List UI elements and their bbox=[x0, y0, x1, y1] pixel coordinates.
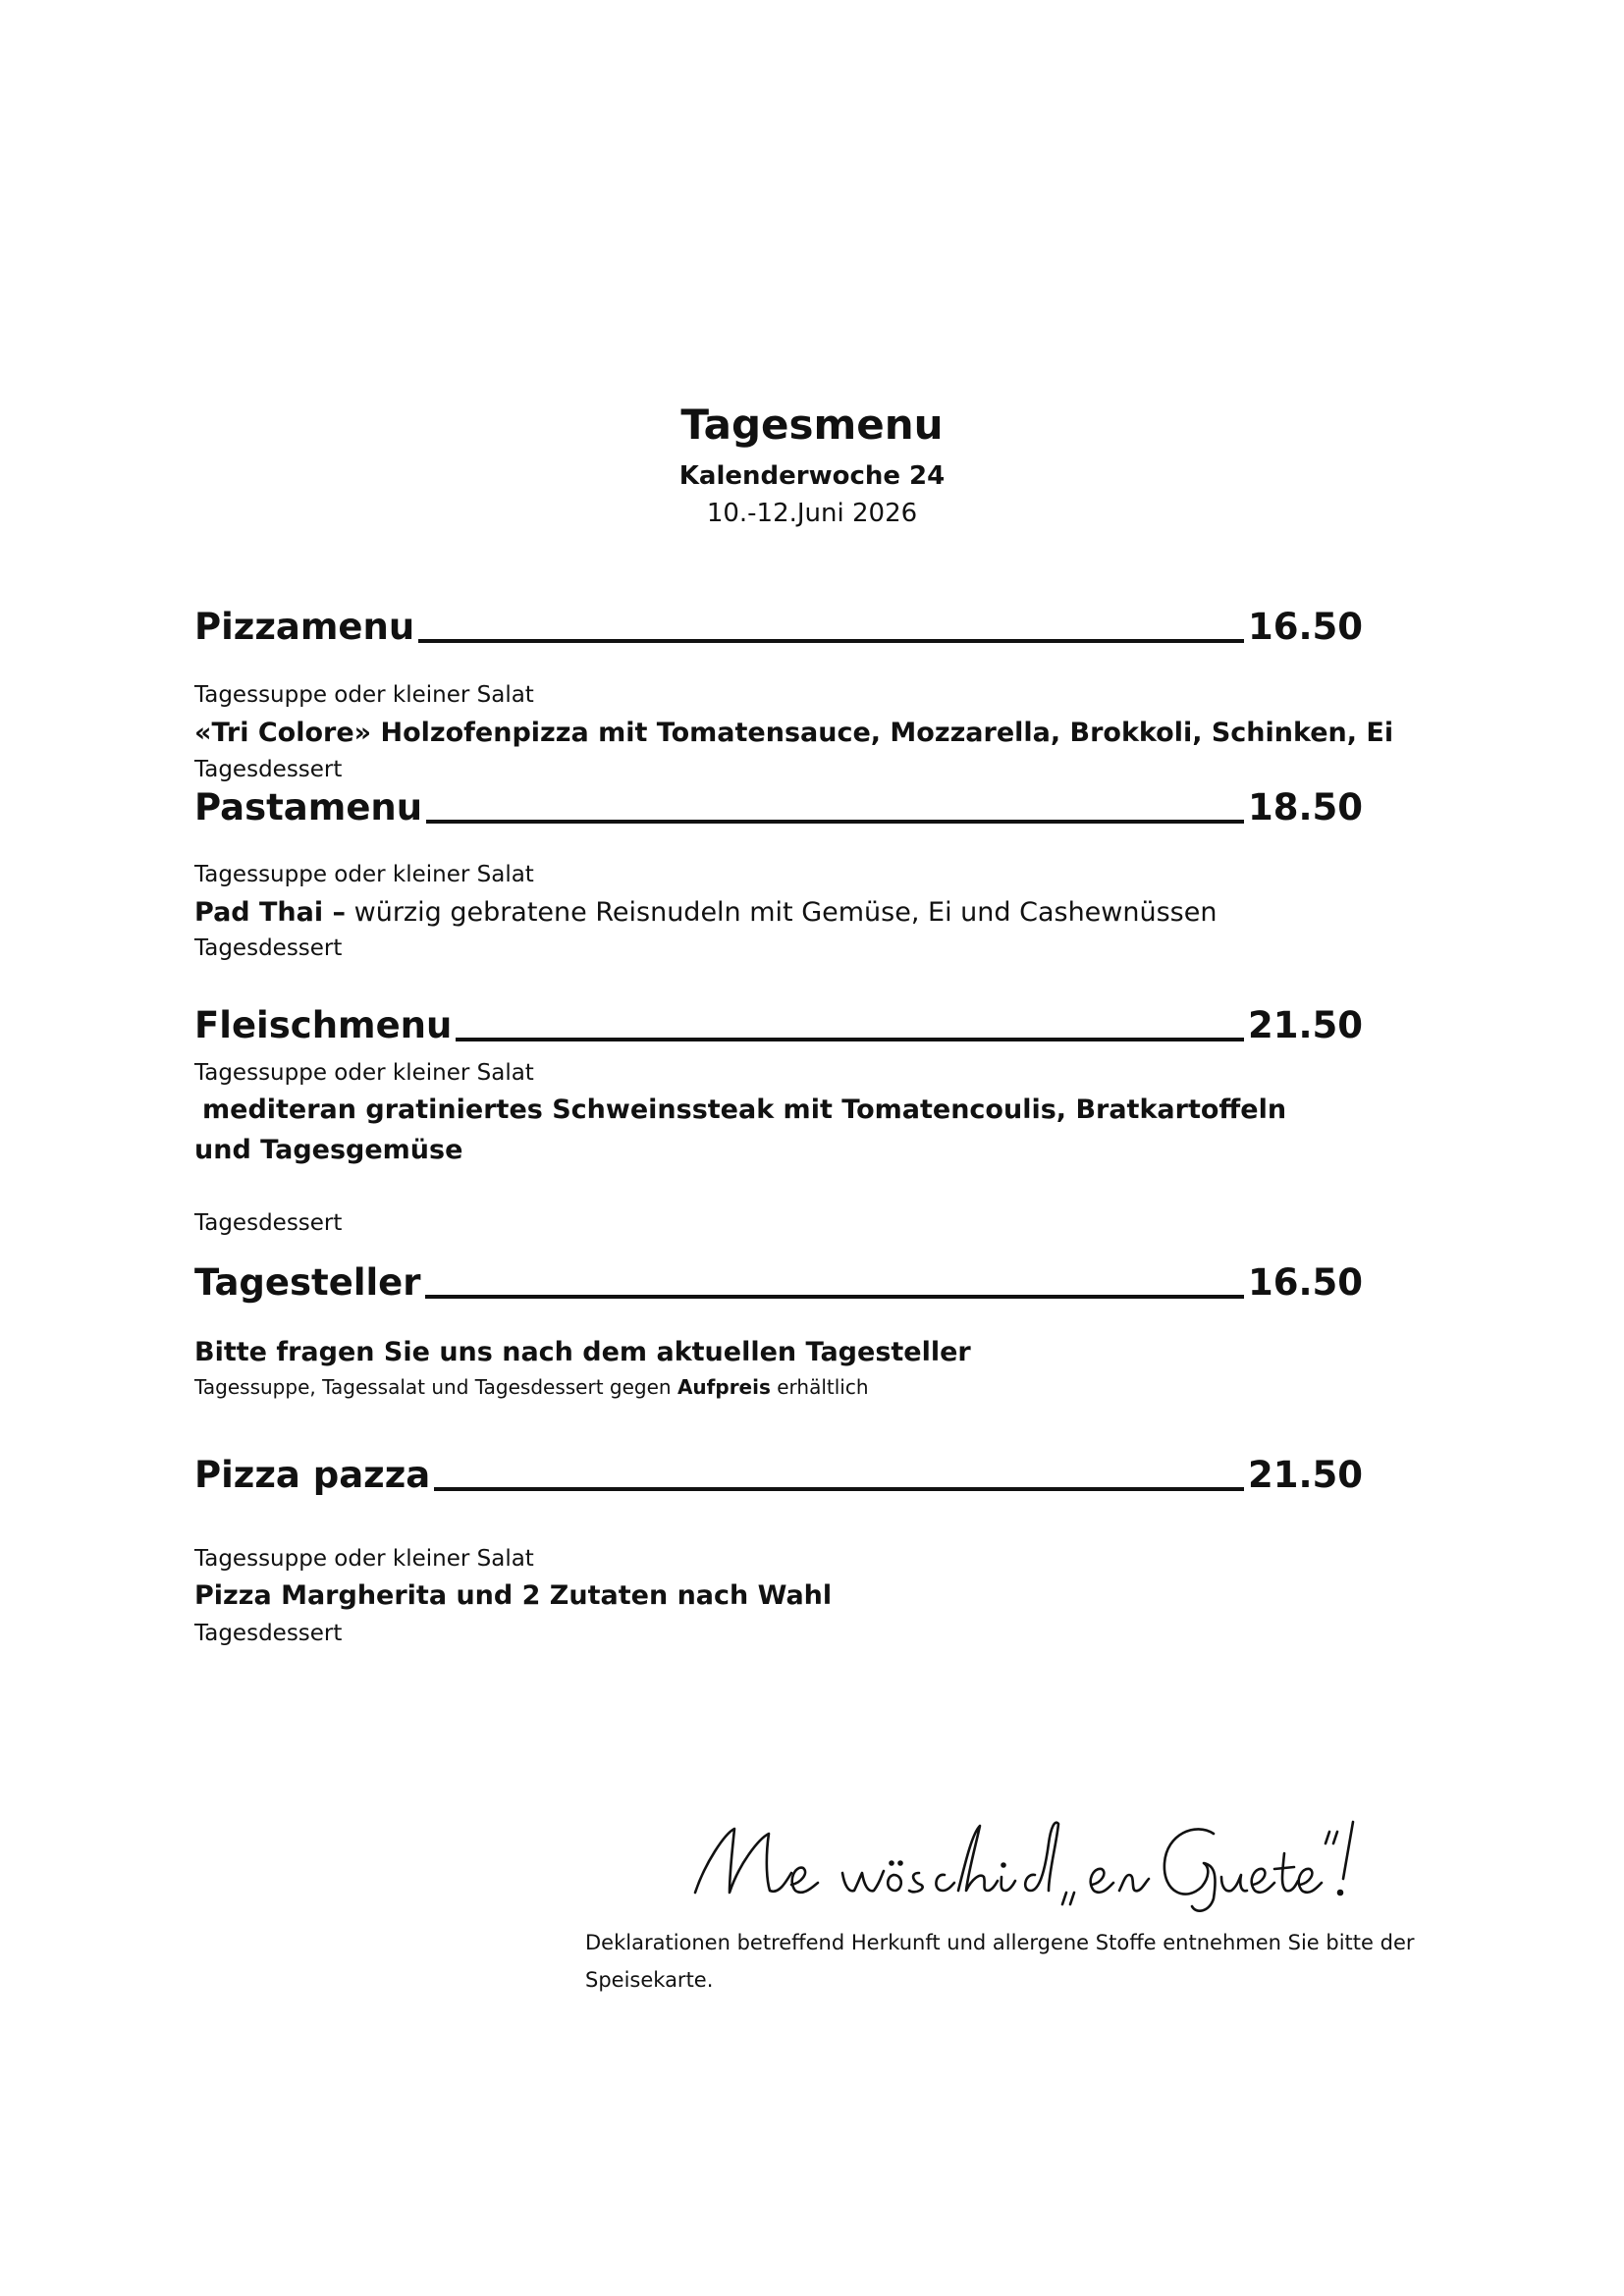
menu-price: 16.50 bbox=[1247, 606, 1363, 648]
leader-line bbox=[425, 1265, 1244, 1299]
menu-dessert: Tagesdessert bbox=[194, 757, 343, 782]
leader-line bbox=[456, 1008, 1244, 1041]
date-range: 10.-12.Juni 2026 bbox=[706, 499, 918, 528]
menu-name: Pizza pazza bbox=[194, 1454, 431, 1496]
leader-line bbox=[434, 1458, 1244, 1491]
menu-starter: Tagessuppe oder kleiner Salat bbox=[194, 1060, 534, 1086]
dish-description: würzig gebratene Reisnudeln mit Gemüse, Ei und Cashewnüssen bbox=[353, 897, 1218, 928]
menu-main-dish: «Tri Colore» Holzofenpizza mit Tomatensauce, Mozzarella, Brokkoli, Schinken, Ei bbox=[194, 718, 1394, 748]
menu-starter: Tagessuppe oder kleiner Salat bbox=[194, 1546, 534, 1572]
menu-price: 21.50 bbox=[1247, 1004, 1363, 1046]
menu-heading-pastamenu bbox=[194, 786, 1363, 828]
surcharge-suffix: erhältlich bbox=[777, 1375, 869, 1399]
menu-heading-tagesteller bbox=[194, 1261, 1363, 1304]
calendar-week: Kalenderwoche 24 bbox=[678, 461, 946, 491]
menu-starter: Tagessuppe oder kleiner Salat bbox=[194, 862, 534, 887]
menu-price: 21.50 bbox=[1247, 1454, 1363, 1496]
surcharge-text: Tagessuppe, Tagessalat und Tagesdessert gegen bbox=[194, 1375, 672, 1399]
allergen-note: Deklarationen betreffend Herkunft und allergene Stoffe entnehmen Sie bitte der Speisekarte. bbox=[585, 1931, 1415, 1992]
menu-name: Tagesteller bbox=[194, 1261, 421, 1304]
daily-plate-notice: Bitte fragen Sie uns nach dem aktuellen Tagesteller bbox=[194, 1337, 971, 1367]
menu-main-dish-continued: und Tagesgemüse bbox=[194, 1135, 463, 1165]
menu-heading-pizza-pazza bbox=[194, 1454, 1363, 1496]
menu-name: Pastamenu bbox=[194, 786, 423, 828]
page-title: Tagesmenu bbox=[680, 400, 944, 449]
menu-price: 16.50 bbox=[1247, 1261, 1363, 1304]
menu-heading-fleischmenu bbox=[194, 1004, 1363, 1046]
menu-starter: Tagessuppe oder kleiner Salat bbox=[194, 682, 534, 708]
menu-dessert: Tagesdessert bbox=[194, 935, 343, 961]
leader-line bbox=[418, 610, 1244, 643]
menu-dessert: Tagesdessert bbox=[194, 1210, 343, 1236]
menu-main-dish bbox=[194, 897, 1217, 928]
leader-line bbox=[426, 790, 1244, 824]
menu-heading-pizzamenu bbox=[194, 606, 1363, 648]
menu-dessert: Tagesdessert bbox=[194, 1621, 343, 1646]
surcharge-note bbox=[194, 1375, 869, 1399]
menu-main-dish: Pizza Margherita und 2 Zutaten nach Wahl bbox=[194, 1580, 833, 1611]
menu-main-dish: mediteran gratiniertes Schweinssteak mit Tomatencoulis, Bratkartoffeln bbox=[202, 1095, 1287, 1125]
menu-name: Fleischmenu bbox=[194, 1004, 453, 1046]
menu-price: 18.50 bbox=[1247, 786, 1363, 828]
menu-name: Pizzamenu bbox=[194, 606, 415, 648]
signature-graphic bbox=[676, 1804, 1363, 1922]
dish-name: Pad Thai – bbox=[194, 897, 347, 928]
surcharge-keyword: Aufpreis bbox=[677, 1375, 771, 1399]
